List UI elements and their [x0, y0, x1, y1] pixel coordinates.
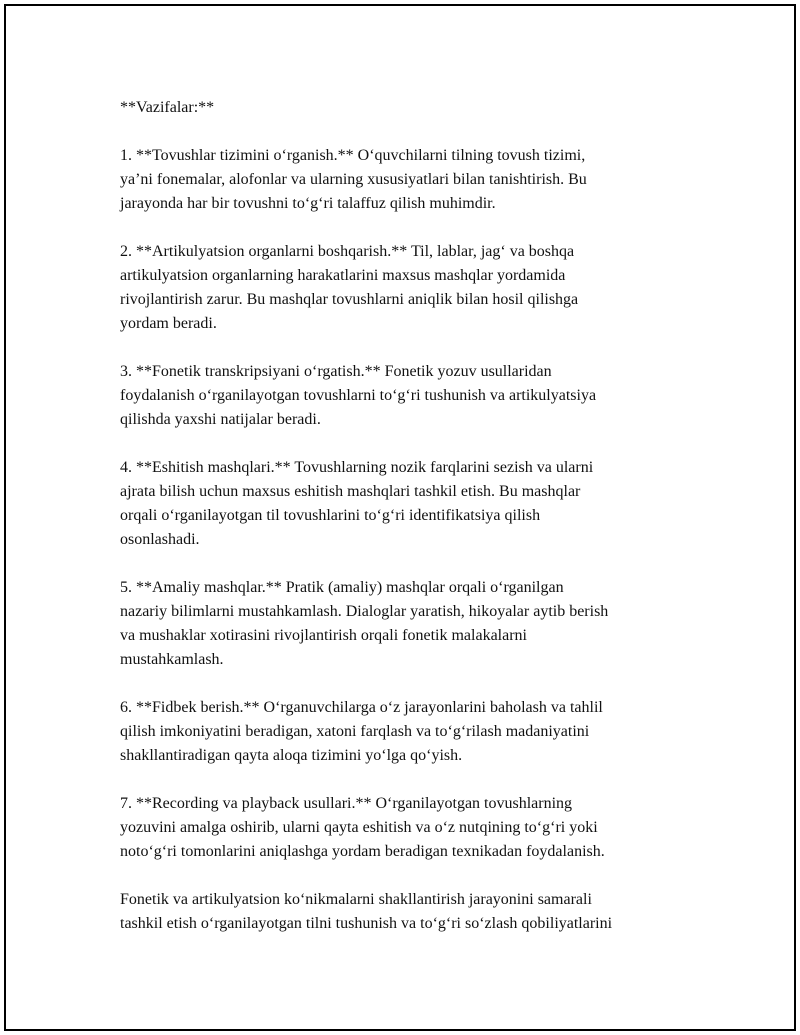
text-line: foydalanish o‘rganilayotgan tovushlarni to‘g‘ri tushunish va artikulyatsiya [120, 387, 597, 404]
text-line: nazariy bilimlarni mustahkamlash. Dialoglar yaratish, hikoyalar aytib berish [120, 603, 609, 620]
text-line: 7. **Recording va playback usullari.** O‘rganilayotgan tovushlarning [120, 795, 573, 812]
text-line: osonlashadi. [120, 531, 200, 548]
closing-paragraph [120, 888, 700, 936]
text-line: qilishda yaxshi natijalar beradi. [120, 411, 321, 428]
text-line: va mushaklar xotirasini rivojlantirish orqali fonetik malakalarni [120, 627, 527, 644]
list-item-6 [120, 696, 700, 768]
text-line: orqali o‘rganilayotgan til tovushlarini to‘g‘ri identifikatsiya qilish [120, 507, 541, 524]
document-heading: **Vazifalar:** [120, 99, 215, 116]
text-line: rivojlantirish zarur. Bu mashqlar tovushlarni aniqlik bilan hosil qilishga [120, 291, 579, 308]
text-line: noto‘g‘ri tomonlarini aniqlashga yordam beradigan texnikadan foydalanish. [120, 843, 605, 860]
text-line: Fonetik va artikulyatsion ko‘nikmalarni shakllantirish jarayonini samarali [120, 891, 592, 908]
list-item-2 [120, 240, 700, 336]
text-line: shakllantiradigan qayta aloqa tizimini yo‘lga qo‘yish. [120, 747, 463, 764]
text-line: 6. **Fidbek berish.** O‘rganuvchilarga o‘z jarayonlarini baholash va tahlil [120, 699, 603, 716]
text-line: ajrata bilish uchun maxsus eshitish mashqlari tashkil etish. Bu mashqlar [120, 483, 581, 500]
text-line: yozuvini amalga oshirib, ularni qayta eshitish va o‘z nutqining to‘g‘ri yoki [120, 819, 598, 836]
text-line: jarayonda har bir tovushni to‘g‘ri talaffuz qilish muhimdir. [120, 195, 496, 212]
list-item-4 [120, 456, 700, 552]
list-item-1 [120, 144, 700, 216]
text-line: ya’ni fonemalar, alofonlar va ularning xususiyatlari bilan tanishtirish. Bu [120, 171, 587, 188]
list-item-3 [120, 360, 700, 432]
text-line: 1. **Tovushlar tizimini o‘rganish.** O‘quvchilarni tilning tovush tizimi, [120, 147, 586, 164]
list-item-7 [120, 792, 700, 864]
text-line: 4. **Eshitish mashqlari.** Tovushlarning nozik farqlarini sezish va ularni [120, 459, 594, 476]
text-line: 3. **Fonetik transkripsiyani o‘rgatish.** Fonetik yozuv usullaridan [120, 363, 552, 380]
text-line: yordam beradi. [120, 315, 217, 332]
document-body [120, 96, 700, 960]
text-line: mustahkamlash. [120, 651, 224, 668]
page-frame [4, 4, 796, 1031]
text-line: 2. **Artikulyatsion organlarni boshqarish.** Til, lablar, jag‘ va boshqa [120, 243, 575, 260]
text-line: artikulyatsion organlarning harakatlarini maxsus mashqlar yordamida [120, 267, 566, 284]
list-item-5 [120, 576, 700, 672]
text-line: qilish imkoniyatini beradigan, xatoni farqlash va to‘g‘rilash madaniyatini [120, 723, 590, 740]
text-line: 5. **Amaliy mashqlar.** Pratik (amaliy) mashqlar orqali o‘rganilgan [120, 579, 564, 596]
text-line: tashkil etish o‘rganilayotgan tilni tushunish va to‘g‘ri so‘zlash qobiliyatlarini [120, 915, 613, 932]
